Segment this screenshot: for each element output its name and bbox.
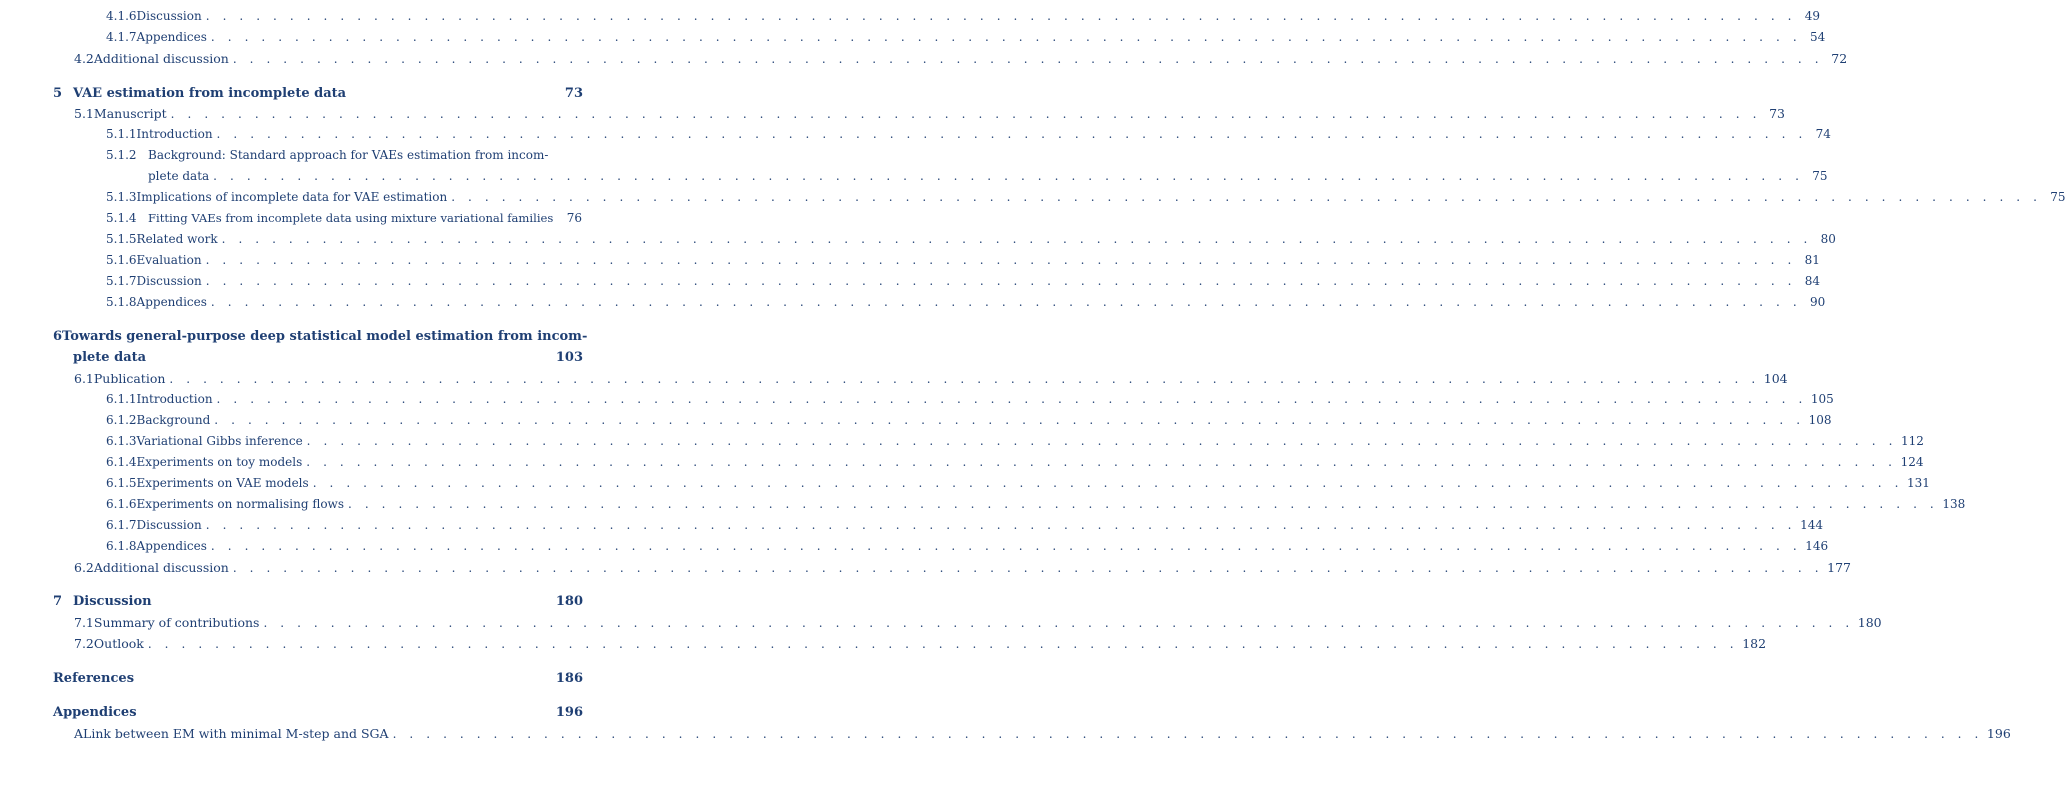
entry-number: 5.1.4 xyxy=(106,211,137,225)
entry-page: 104 xyxy=(1763,371,1788,386)
toc-entry-6-1[interactable] xyxy=(74,371,1788,391)
entry-page: 177 xyxy=(1827,560,1852,575)
entry-title: Variational Gibbs inference xyxy=(136,434,303,448)
toc-appendices[interactable] xyxy=(53,705,583,720)
chapter-title-line2: plete data xyxy=(73,350,147,365)
entry-page: 146 xyxy=(1805,539,1829,553)
entry-number: 6.1 xyxy=(74,371,94,386)
entry-title: Experiments on VAE models xyxy=(136,476,309,490)
dot-leader: . . . . . . . . . . . . . . . . . . . . . . . . . . . . . . . . . . . . . . . . . . . . . . . . . . . . . . . . . . . . . . . . . . . . . . . . . . . . . . . . . . . . . . . . . . . . . . . xyxy=(216,392,1807,406)
entry-title: Evaluation xyxy=(136,253,202,267)
toc-entry-appendix-a[interactable] xyxy=(74,726,2011,746)
entry-number: 6.1.8 xyxy=(106,539,137,553)
dot-leader: . . . . . . . . . . . . . . . . . . . . . . . . . . . . . . . . . . . . . . . . . . . . . . . . . . . . . . . . . . . . . . . . . . . . . . . . . . . . . . . . . . . . . . . . . . . . . . . xyxy=(210,30,1802,44)
entry-title: Fitting VAEs from incomplete data using mixture variational families xyxy=(148,211,554,225)
toc-entry-5-1[interactable] xyxy=(74,106,1786,126)
entry-number: 5.1.6 xyxy=(106,253,137,267)
entry-number: 5.1.8 xyxy=(106,295,137,309)
toc-entry-5-1-1[interactable] xyxy=(106,127,1831,147)
toc-entry-7-1[interactable] xyxy=(74,615,1882,635)
entry-page: 182 xyxy=(1742,636,1767,651)
entry-title: Experiments on toy models xyxy=(136,455,303,469)
entry-page: 180 xyxy=(1857,615,1882,630)
entry-number: 6.1.2 xyxy=(106,413,137,427)
entry-page: 108 xyxy=(1808,413,1832,427)
entry-title: Additional discussion xyxy=(93,51,229,66)
dot-leader: . . . . . . . . . . . . . . . . . . . . . . . . . . . . . . . . . . . . . . . . . . . . . . . . . . . . . . . . . . . . . . . . . . . . . . . . . . . . . . . . . . . . . . . . . . . . . . . xyxy=(306,455,1897,469)
dot-leader: . . . . . . . . . . . . . . . . . . . . . . . . . . . . . . . . . . . . . . . . . . . . . . . . . . . . . . . . . . . . . . . . . . . . . . . . . . . . . . . . . . . . . . . . . . . . . . . xyxy=(232,561,1824,575)
entry-page: 76 xyxy=(566,211,582,225)
toc-entry-6-1-5[interactable] xyxy=(106,476,1930,496)
dot-leader: . . . . . . . . . . . . . . . . . . . . . . . . . . . . . . . . . . . . . . . . . . . . . . . . . . . . . . . . . . . . . . . . . . . . . . . . . . . . . . . . . . . . . . . . . . . . . . . xyxy=(263,616,1854,630)
chapter-number: 6 xyxy=(53,329,63,344)
entry-page: 90 xyxy=(1809,295,1826,309)
chapter-title: VAE estimation from incomplete data xyxy=(73,86,347,101)
entry-title: Link between EM with minimal M-step and SGA xyxy=(83,726,389,741)
toc-entry-6-1-3[interactable] xyxy=(106,434,1924,454)
dot-leader: . . . . . . . . . . . . . . . . . . . . . . . . . . . . . . . . . . . . . . . . . . . . . . . . . . . . . . . . . . . . . . . . . . . . . . . . . . . . . . . . . . . . . . . . . . . . . . . xyxy=(232,52,1824,66)
entry-title: Introduction xyxy=(136,127,213,141)
entry-title: Related work xyxy=(136,232,218,246)
toc-chapter-6[interactable] xyxy=(53,329,588,344)
dot-leader: . . . . . . . . . . . . . . . . . . . . . . . . . . . . . . . . . . . . . . . . . . . . . . . . . . . . . . . . . . . . . . . . . . . . . . . . . . . . . . . . . . . . . . . . . . . . . . . xyxy=(392,727,1983,741)
entry-number: 5.1.2 xyxy=(106,148,137,162)
dot-leader: . . . . . . . . . . . . . . . . . . . . . . . . . . . . . . . . . . . . . . . . . . . . . . . . . . . . . . . . . . . . . . . . . . . . . . . . . . . . . . . . . . . . . . . . . . . . . . . xyxy=(347,497,1939,511)
entry-number: 7.2 xyxy=(74,636,94,651)
entry-title: Appendices xyxy=(136,295,207,309)
dot-leader: . . . . . . . . . . . . . . . . . . . . . . . . . . . . . . . . . . . . . . . . . . . . . . . . . . . . . . . . . . . . . . . . . . . . . . . . . . . . . . . . . . . . . . . . . . . . . . . xyxy=(221,232,1812,246)
entry-page: 124 xyxy=(1900,455,1924,469)
appendices-title: Appendices xyxy=(53,705,137,720)
appendices-page: 196 xyxy=(555,705,583,720)
entry-number: 7.1 xyxy=(74,615,94,630)
dot-leader: . . . . . . . . . . . . . . . . . . . . . . . . . . . . . . . . . . . . . . . . . . . . . . . . . . . . . . . . . . . . . . . . . . . . . . . . . . . . . . . . . . . . . . . . . . . . . . . xyxy=(214,413,1805,427)
toc-entry-5-1-4[interactable] xyxy=(106,211,582,231)
entry-page: 80 xyxy=(1820,232,1836,246)
entry-title: Manuscript xyxy=(93,106,167,121)
entry-number: 5.1.7 xyxy=(106,274,137,288)
entry-title: plete data xyxy=(148,169,210,183)
toc-chapter-5[interactable] xyxy=(53,86,583,101)
references-title: References xyxy=(53,671,135,686)
entry-number: 6.1.5 xyxy=(106,476,137,490)
toc-entry-4-2[interactable] xyxy=(74,51,1848,71)
toc-entry-5-1-6[interactable] xyxy=(106,253,1820,273)
entry-page: 138 xyxy=(1942,497,1966,511)
toc-chapter-7[interactable] xyxy=(53,594,583,609)
toc-entry-5-1-8[interactable] xyxy=(106,295,1826,315)
dot-leader: . . . . . . . . . . . . . . . . . . . . . . . . . . . . . . . . . . . . . . . . . . . . . . . . . . . . . . . . . . . . . . . . . . . . . . . . . . . . . . . . . . . . . . . . . . . . . . . xyxy=(210,295,1802,309)
entry-number: 4.1.7 xyxy=(106,30,137,44)
toc-entry-5-1-3[interactable] xyxy=(106,190,2066,210)
dot-leader: . . . . . . . . . . . . . . . . . . . . . . . . . . . . . . . . . . . . . . . . . . . . . . . . . . . . . . . . . . . . . . . . . . . . . . . . . . . . . . . . . . . . . . . . . . . . . . . xyxy=(216,127,1807,141)
dot-leader: . . . . . . . . . . . . . . . . . . . . . . . . . . . . . . . . . . . . . . . . . . . . . . . . . . . . . . . . . . . . . . . . . . . . . . . . . . . . . . . . . . . . . . . . . . . . . . . xyxy=(213,169,1804,183)
entry-page: 75 xyxy=(1812,169,1828,183)
entry-page: 49 xyxy=(1804,9,1821,23)
entry-title: Additional discussion xyxy=(93,560,229,575)
entry-page: 81 xyxy=(1804,253,1820,267)
dot-leader: . . . . . . . . . . . . . . . . . . . . . . . . . . . . . . . . . . . . . . . . . . . . . . . . . . . . . . . . . . . . . . . . . . . . . . . . . . . . . . . . . . . . . . . . . . . . . . . xyxy=(170,107,1762,121)
chapter-title: Discussion xyxy=(73,594,152,609)
toc-entry-6-1-6[interactable] xyxy=(106,497,1966,517)
toc-entry-7-2[interactable] xyxy=(74,636,1767,656)
entry-page: 144 xyxy=(1800,518,1823,532)
entry-title: Introduction xyxy=(136,392,213,406)
entry-number: 5.1.3 xyxy=(106,190,137,204)
chapter-page: 180 xyxy=(555,594,583,609)
entry-page: 112 xyxy=(1901,434,1924,448)
entry-title: Background xyxy=(136,413,211,427)
toc-entry-5-1-2[interactable] xyxy=(106,148,582,168)
entry-title: Appendices xyxy=(136,539,207,553)
chapter-title-line1: Towards general-purpose deep statistical model estimation from incom- xyxy=(62,329,588,344)
entry-title: Summary of contributions xyxy=(93,615,260,630)
entry-title: Publication xyxy=(93,371,166,386)
toc-entry-6-1-7[interactable] xyxy=(106,518,1823,538)
dot-leader: . . . . . . . . . . . . . . . . . . . . . . . . . . . . . . . . . . . . . . . . . . . . . . . . . . . . . . . . . . . . . . . . . . . . . . . . . . . . . . . . . . . . . . . . . . . . . . . xyxy=(312,476,1904,490)
entry-title: Discussion xyxy=(136,518,202,532)
entry-number: A xyxy=(74,726,84,741)
dot-leader: . . . . . . . . . . . . . . . . . . . . . . . . . . . . . . . . . . . . . . . . . . . . . . . . . . . . . . . . . . . . . . . . . . . . . . . . . . . . . . . . . . . . . . . . . . . . . . . xyxy=(205,9,1797,23)
dot-leader: . . . . . . . . . . . . . . . . . . . . . . . . . . . . . . . . . . . . . . . . . . . . . . . . . . . . . . . . . . . . . . . . . . . . . . . . . . . . . . . . . . . . . . . . . . . . . . . xyxy=(210,539,1802,553)
entry-number: 5.1.1 xyxy=(106,127,137,141)
toc-entry-6-1-4[interactable] xyxy=(106,455,1924,475)
dot-leader: . . . . . . . . . . . . . . . . . . . . . . . . . . . . . . . . . . . . . . . . . . . . . . . . . . . . . . . . . . . . . . . . . . . . . . . . . . . . . . . . . . . . . . . . . . . . . . . xyxy=(169,372,1760,386)
chapter-page: 103 xyxy=(555,350,583,365)
references-page: 186 xyxy=(555,671,583,686)
entry-page: 54 xyxy=(1809,30,1826,44)
dot-leader: . . . . . . . . . . . . . . . . . . . . . . . . . . . . . . . . . . . . . . . . . . . . . . . . . . . . . . . . . . . . . . . . . . . . . . . . . . . . . . . . . . . . . . . . . . . . . . . xyxy=(147,637,1739,651)
toc-entry-6-1-2[interactable] xyxy=(106,413,1832,433)
chapter-number: 7 xyxy=(53,594,63,609)
dot-leader: . . . . . . . . . . . . . . . . . . . . . . . . . . . . . . . . . . . . . . . . . . . . . . . . . . . . . . . . . . . . . . . . . . . . . . . . . . . . . . . . . . . . . . . . . . . . . . . xyxy=(205,253,1796,267)
toc-entry-4-1-7[interactable] xyxy=(106,30,1826,50)
entry-page: 196 xyxy=(1986,726,2011,741)
entry-number: 4.1.6 xyxy=(106,9,137,23)
entry-title: Outlook xyxy=(93,636,144,651)
dot-leader: . . . . . . . . . . . . . . . . . . . . . . . . . . . . . . . . . . . . . . . . . . . . . . . . . . . . . . . . . . . . . . . . . . . . . . . . . . . . . . . . . . . . . . . . . . . . . . . xyxy=(205,274,1797,288)
entry-page: 75 xyxy=(2050,190,2066,204)
toc-references[interactable] xyxy=(53,671,583,686)
entry-title: Experiments on normalising flows xyxy=(136,497,344,511)
entry-number: 6.1.3 xyxy=(106,434,137,448)
entry-number: 5.1.5 xyxy=(106,232,137,246)
entry-title: Discussion xyxy=(136,9,202,23)
toc-entry-6-2[interactable] xyxy=(74,560,1852,580)
entry-number: 5.1 xyxy=(74,106,94,121)
chapter-number: 5 xyxy=(53,86,63,101)
entry-page: 73 xyxy=(1769,106,1786,121)
entry-page: 84 xyxy=(1804,274,1821,288)
entry-page: 105 xyxy=(1810,392,1834,406)
entry-title: Appendices xyxy=(136,30,207,44)
entry-title: Background: Standard approach for VAEs estimation from incom- xyxy=(148,148,549,162)
chapter-page: 73 xyxy=(564,86,583,101)
entry-number: 6.2 xyxy=(74,560,94,575)
entry-number: 4.2 xyxy=(74,51,94,66)
toc-entry-6-1-8[interactable] xyxy=(106,539,1829,559)
toc-entry-4-1-6[interactable] xyxy=(106,9,1821,29)
dot-leader: . . . . . . . . . . . . . . . . . . . . . . . . . . . . . . . . . . . . . . . . . . . . . . . . . . . . . . . . . . . . . . . . . . . . . . . . . . . . . . . . . . . . . . . . . . . . . . . xyxy=(306,434,1898,448)
entry-number: 6.1.7 xyxy=(106,518,137,532)
toc-chapter-6-cont[interactable] xyxy=(73,350,583,365)
toc-entry-5-1-5[interactable] xyxy=(106,232,1836,252)
dot-leader: . . . . . . . . . . . . . . . . . . . . . . . . . . . . . . . . . . . . . . . . . . . . . . . . . . . . . . . . . . . . . . . . . . . . . . . . . . . . . . . . . . . . . . . . . . . . . . . xyxy=(205,518,1797,532)
entry-number: 6.1.6 xyxy=(106,497,137,511)
entry-number: 6.1.4 xyxy=(106,455,137,469)
entry-number: 6.1.1 xyxy=(106,392,137,406)
dot-leader: . . . . . . . . . . . . . . . . . . . . . . . . . . . . . . . . . . . . . . . . . . . . . . . . . . . . . . . . . . . . . . . . . . . . . . . . . . . . . . . . . . . . . . . . . . . . . . . xyxy=(451,190,2042,204)
entry-title: Implications of incomplete data for VAE estimation xyxy=(136,190,448,204)
toc-entry-6-1-1[interactable] xyxy=(106,392,1834,412)
entry-page: 131 xyxy=(1907,476,1930,490)
entry-title: Discussion xyxy=(136,274,202,288)
entry-page: 74 xyxy=(1815,127,1831,141)
toc-entry-5-1-7[interactable] xyxy=(106,274,1821,294)
entry-page: 72 xyxy=(1831,51,1848,66)
toc-entry-5-1-2-cont[interactable] xyxy=(148,169,1828,189)
